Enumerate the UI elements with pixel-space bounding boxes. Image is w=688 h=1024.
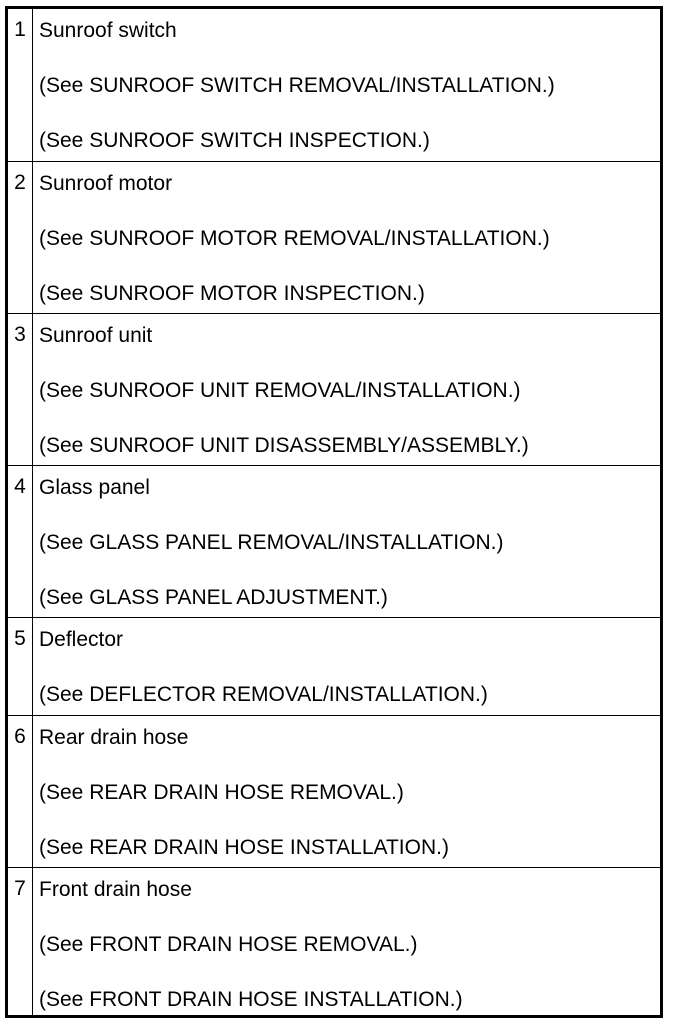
reference-link[interactable]: (See SUNROOF MOTOR REMOVAL/INSTALLATION.)	[39, 227, 550, 250]
reference-link[interactable]: (See REAR DRAIN HOSE REMOVAL.)	[39, 781, 404, 804]
table-row	[8, 313, 660, 465]
table-row	[8, 161, 660, 313]
reference-link[interactable]: (See DEFLECTOR REMOVAL/INSTALLATION.)	[39, 683, 488, 706]
row-number: 2	[8, 162, 33, 313]
table-row	[8, 9, 660, 161]
part-name: Sunroof motor	[39, 172, 173, 195]
part-name: Front drain hose	[39, 878, 192, 901]
row-number: 3	[8, 314, 33, 465]
reference-link[interactable]: (See SUNROOF SWITCH REMOVAL/INSTALLATION.)	[39, 74, 555, 97]
row-number: 5	[8, 618, 33, 715]
reference-link[interactable]: (See SUNROOF SWITCH INSPECTION.)	[39, 129, 430, 152]
table-row	[8, 465, 660, 617]
row-number: 4	[8, 466, 33, 617]
reference-link[interactable]: (See GLASS PANEL ADJUSTMENT.)	[39, 586, 388, 609]
part-name: Sunroof unit	[39, 324, 153, 347]
reference-link[interactable]: (See GLASS PANEL REMOVAL/INSTALLATION.)	[39, 531, 504, 554]
reference-link[interactable]: (See SUNROOF UNIT DISASSEMBLY/ASSEMBLY.)	[39, 434, 529, 457]
row-number: 6	[8, 716, 33, 867]
reference-link[interactable]: (See REAR DRAIN HOSE INSTALLATION.)	[39, 836, 449, 859]
row-number: 1	[8, 9, 33, 161]
table-row	[8, 617, 660, 715]
part-name: Rear drain hose	[39, 726, 189, 749]
reference-link[interactable]: (See FRONT DRAIN HOSE REMOVAL.)	[39, 933, 418, 956]
part-name: Glass panel	[39, 476, 150, 499]
reference-link[interactable]: (See SUNROOF MOTOR INSPECTION.)	[39, 282, 425, 305]
part-name: Sunroof switch	[39, 19, 177, 42]
row-number: 7	[8, 868, 33, 1015]
part-name: Deflector	[39, 628, 124, 651]
parts-table	[5, 6, 663, 1018]
reference-link[interactable]: (See SUNROOF UNIT REMOVAL/INSTALLATION.)	[39, 379, 521, 402]
reference-link[interactable]: (See FRONT DRAIN HOSE INSTALLATION.)	[39, 988, 463, 1011]
table-row	[8, 715, 660, 867]
table-row	[8, 867, 660, 1015]
